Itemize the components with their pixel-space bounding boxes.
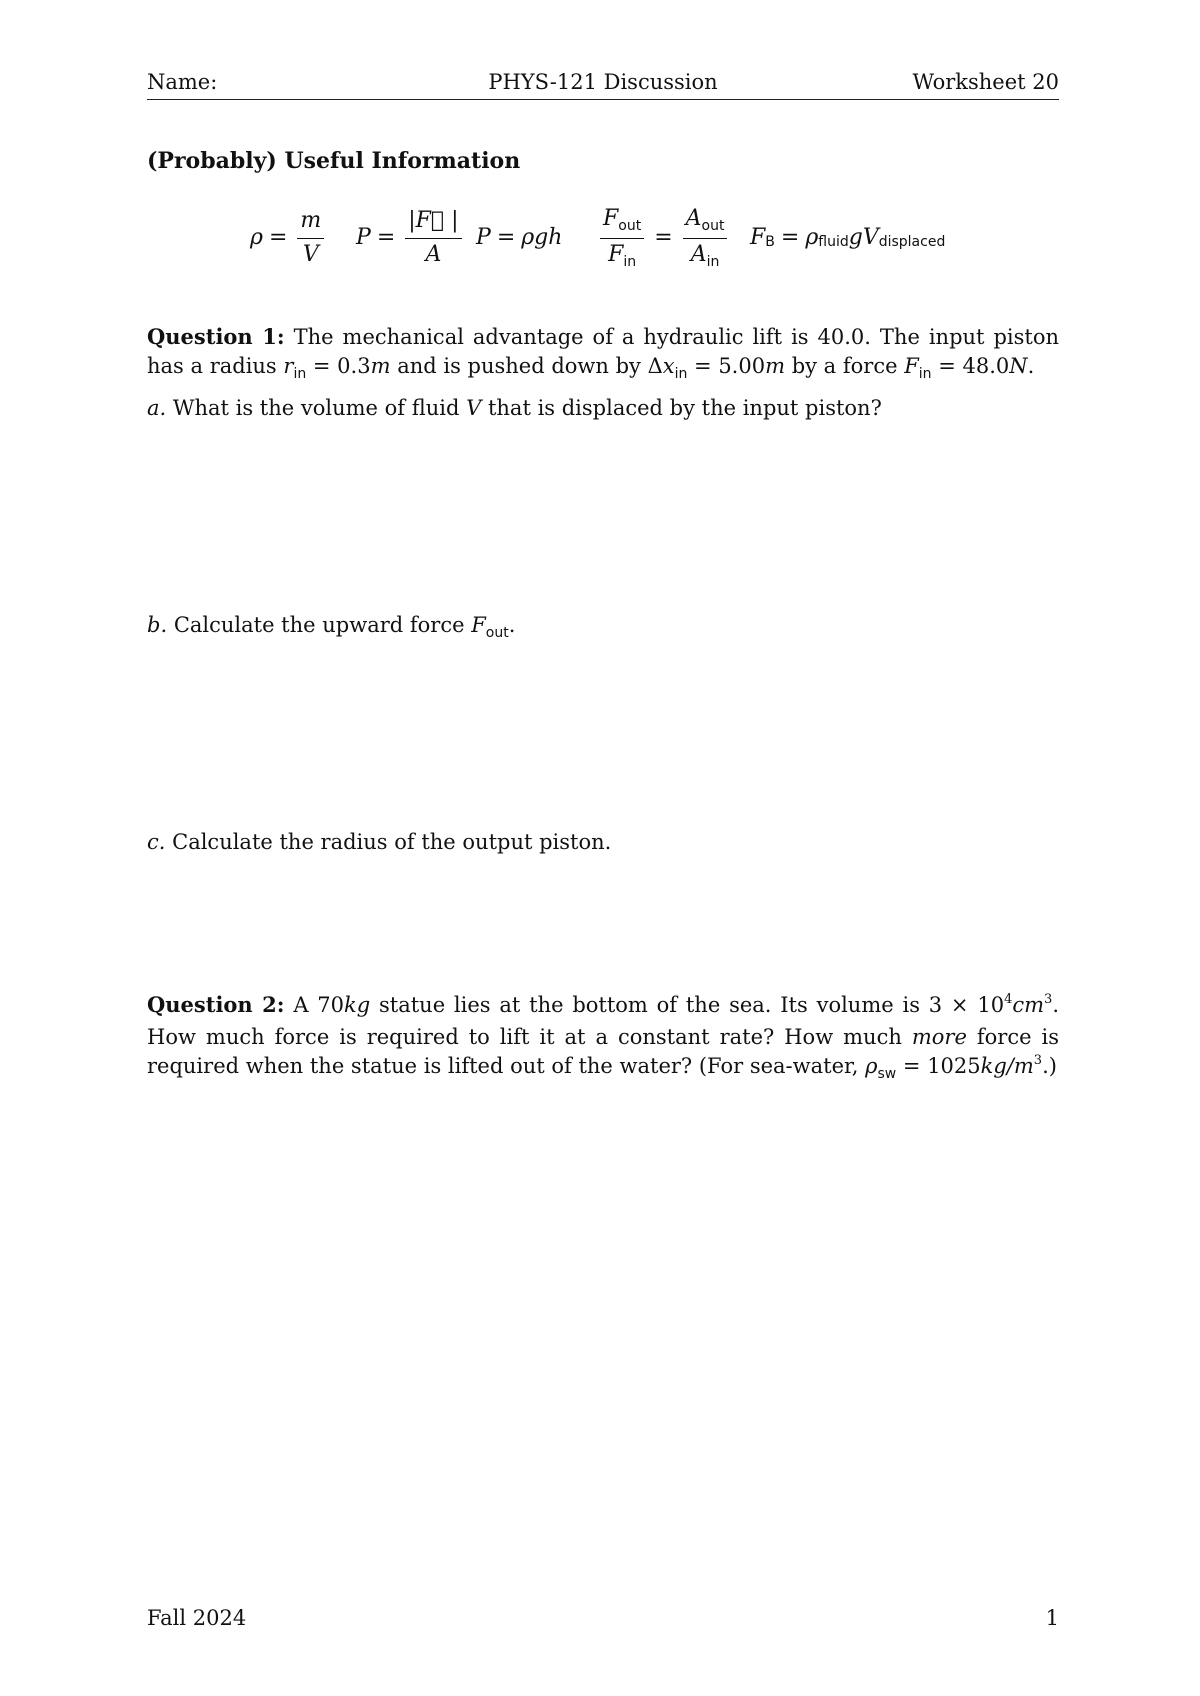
formula-hydraulic-ratio: $\frac{F_{out}}{F_{in}}$ = $\frac{A_{out}}{A_{in}}$ [596,200,731,274]
part-b-label: b. [147,613,168,637]
formula-row [250,200,970,274]
header-course-title: PHYS-121 Discussion [488,70,718,94]
footer-page-number: 1 [1045,1606,1059,1630]
header-worksheet-number: Worksheet 20 [912,70,1059,94]
part-a-label: a. [147,396,167,420]
header-divider [147,99,1059,100]
question-1-part-a: a. What is the volume of fluid V that is displaced by the input piston? [147,396,882,420]
formula-pressure-force: P = $\frac{|F⃗ |}{A}$ [356,200,466,274]
header-name-label: Name: [147,70,218,94]
question-1-part-c: c. Calculate the radius of the output piston. [147,830,612,854]
formula-buoyant-force: F B = ρ fluid g V displaced [750,224,946,250]
formula-density: ρ = $\frac{m}{V}$ [250,200,328,274]
question-2: Question 2: A 70kg statue lies at the bottom of the sea. Its volume is $3 \times 10^4cm^3$. How much force is required to lift it at a constant rate? How much more force is required when the statue is lifted out of the water? (For sea-water, $\rho_{sw} = 1025kg/m^3$.) [147,992,1059,1082]
question-1-part-b: b. Calculate the upward force $F_{out}$. [147,613,516,641]
question-1: Question 1: The mechanical advantage of a hydraulic lift is 40.0. The input piston has a radius $r_{in} = 0.3m$ and is pushed down by $\Delta x_{in} = 5.00m$ by a force $F_{in} = 48.0N$. [147,324,1059,382]
part-c-label: c. [147,830,166,854]
footer-term: Fall 2024 [147,1606,247,1630]
formula-hydrostatic-pressure: P = ρgh [476,224,563,250]
question-2-label: Question 2: [147,992,285,1017]
useful-info-title: (Probably) Useful Information [147,148,521,174]
page-header [147,70,1059,100]
question-1-label: Question 1: [147,324,285,349]
